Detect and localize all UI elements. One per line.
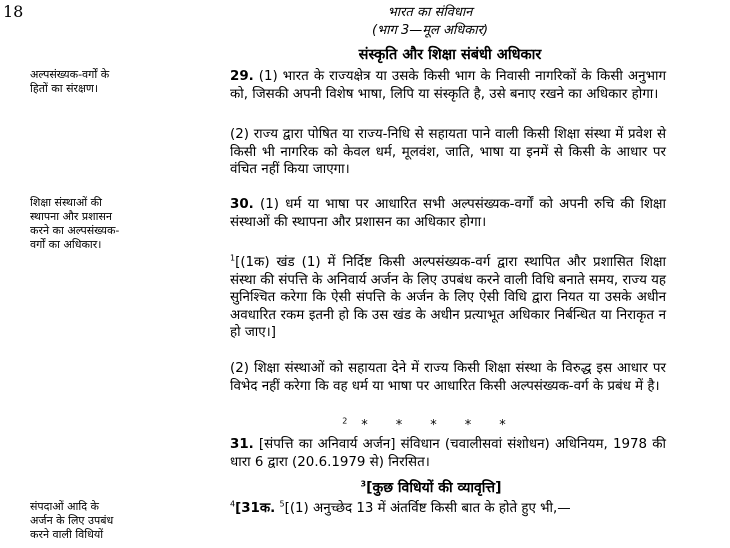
article-31a (196, 500, 666, 518)
article-number: 31. (230, 437, 254, 452)
section-heading: संस्कृति और शिक्षा संबंधी अधिकार (358, 47, 542, 63)
article-number: [31क. (235, 501, 276, 516)
margin-note-line: वर्गों का अधिकार। (30, 238, 102, 251)
article-30-clause-2 (196, 360, 666, 395)
subheading (196, 478, 666, 497)
margin-note-art30 (30, 196, 170, 252)
star: * (361, 418, 368, 433)
clause-text: (2) राज्य द्वारा पोषित या राज्य-निधि से सहायता पाने वाली किसी शिक्षा संस्था में प्रवेश से किसी भी नागरिक को केवल धर्म, मूलवंश, जाति, भाषा या इनमें से किसी के आधार पर वंचित नहीं किया जाएगा। (230, 127, 666, 178)
star: * (499, 418, 506, 433)
clause-text: [(1क) खंड (1) में निर्दिष्ट किसी अल्पसंख्यक-वर्ग द्वारा स्थापित और प्रशासित शिक्षा संस्था की संपत्ति के अनिवार्य अर्जन के लिए उपबंध करने वाली विधि बनाते समय, राज्य यह सुनिश्चित करेगा कि ऐसी संपत्ति के अर्जन के लिए ऐसी विधि द्वारा नियत या उसके अधीन अवधारित रकम इतनी हो कि उस खंड के अधीन प्रत्याभूत अधिकार निर्बन्धित या निराकृत न हो जाए।] (230, 255, 666, 341)
margin-note-art31a (30, 500, 170, 542)
running-head-title: भारत का संविधान (387, 5, 473, 20)
article-30-clause-1 (196, 196, 666, 231)
clause-text: (1) भारत के राज्यक्षेत्र या उसके किसी भाग के निवासी नागरिकों के किसी अनुभाग को, जिसकी अपनी विशेष भाषा, लिपि या संस्कृति है, उसे बनाए रखने का अधिकार होगा। (230, 69, 666, 102)
subheading-text: [कुछ विधियों की व्यावृत्ति] (366, 480, 502, 496)
margin-note-line: संपदाओं आदि के (30, 500, 99, 513)
footnote-marker: 1 (230, 253, 236, 263)
page-number: 18 (3, 2, 24, 21)
article-29-clause-2 (196, 126, 666, 179)
omission-stars (196, 418, 666, 433)
article-30-clause-1a (196, 254, 666, 342)
clause-text: [संपत्ति का अनिवार्य अर्जन] संविधान (चवालीसवां संशोधन) अधिनियम, 1978 की धारा 6 द्वारा (20.6.1979 से) निरसित। (230, 437, 666, 470)
margin-note-line: अल्पसंख्यक-वर्गों के (30, 68, 110, 81)
margin-note-line: स्थापना और प्रशासन (30, 210, 113, 223)
footnote-marker: 3 (360, 479, 367, 489)
running-head-part: (भाग 3—मूल अधिकार) (371, 23, 489, 38)
star: * (464, 418, 472, 433)
margin-note-line: अर्जन के लिए उपबंध (30, 514, 114, 527)
margin-note-line: हितों का संरक्षण। (30, 82, 99, 95)
article-number: 30. (230, 197, 254, 212)
margin-note-line: करने का अल्पसंख्यक- (30, 224, 120, 237)
article-29-clause-1 (196, 68, 666, 103)
footnote-marker: 4 (230, 499, 236, 509)
star: * (395, 418, 403, 433)
margin-note-line: करने वाली विधियों (30, 528, 104, 541)
article-number: 29. (230, 69, 254, 84)
clause-text: (2) शिक्षा संस्थाओं को सहायता देने में राज्य किसी शिक्षा संस्था के विरुद्ध इस आधार पर विभेद नहीं करेगा कि वह धर्म या भाषा पर आधारित किसी अल्पसंख्यक-वर्ग के प्रबंध में है। (230, 361, 666, 394)
footnote-marker: 5 (279, 499, 285, 509)
star: * (430, 418, 437, 433)
clause-text: (1) धर्म या भाषा पर आधारित सभी अल्पसंख्यक-वर्गों को अपनी रुचि की शिक्षा संस्थाओं की स्थापना और प्रशासन का अधिकार होगा। (230, 197, 666, 230)
footnote-marker: 2 (342, 416, 348, 426)
clause-text: [(1) अनुच्छेद 13 में अंतर्विष्ट किसी बात के होते हुए भी,— (284, 501, 571, 516)
article-31 (196, 436, 666, 471)
margin-note-line: शिक्षा संस्थाओं की (30, 196, 102, 209)
margin-note-art29 (30, 68, 170, 96)
